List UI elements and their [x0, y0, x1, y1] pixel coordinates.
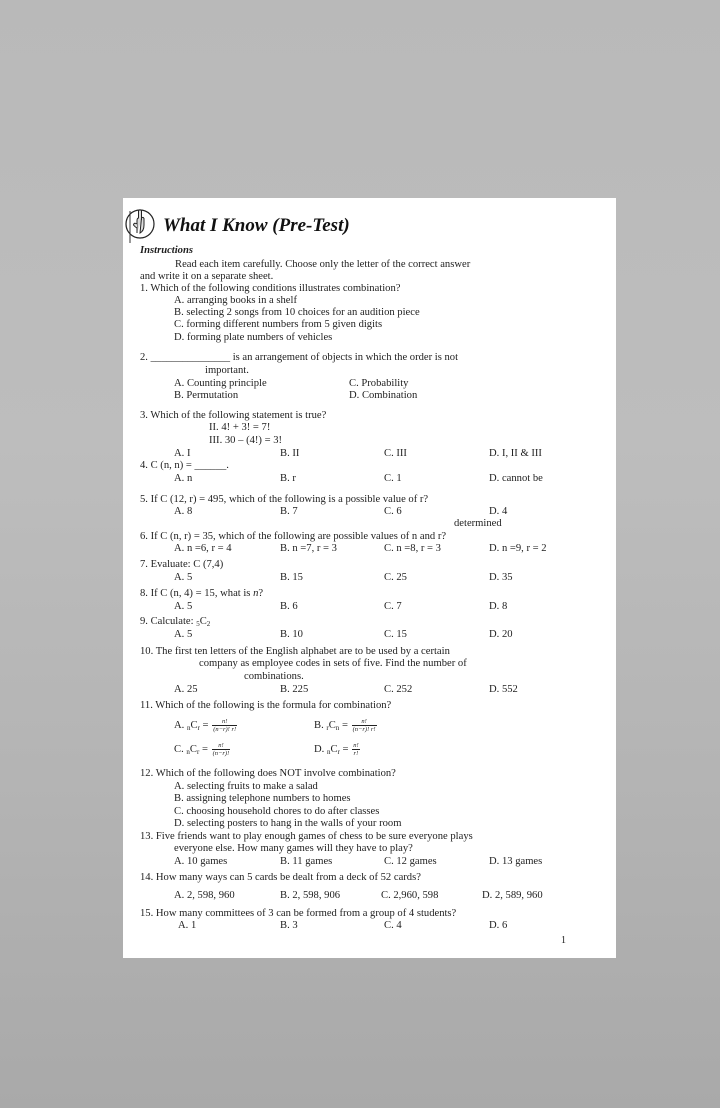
question-1-option-c: C. forming different numbers from 5 given digits	[174, 319, 383, 330]
question-1-option-b: B. selecting 2 songs from 10 choices for an audition piece	[174, 307, 420, 318]
question-13-stem: 13. Five friends want to play enough games of chess to be sure everyone plays	[140, 831, 473, 842]
instructions-heading: Instructions	[140, 245, 193, 256]
question-5-stem: 5. If C (12, r) = 495, which of the following is a possible value of r?	[140, 494, 429, 505]
question-8-stem-text: 8. If C (n, 4) = 15, what is	[140, 588, 254, 599]
question-3-option-b: B. II	[280, 448, 300, 459]
question-7-stem: 7. Evaluate: C (7,4)	[140, 559, 224, 570]
page-title: What I Know (Pre-Test)	[163, 215, 350, 236]
question-11-option-d-label: D.	[314, 743, 325, 755]
question-9-subscript-n: 5	[196, 620, 200, 628]
question-15-option-d: D. 6	[489, 920, 508, 931]
question-14-option-d: D. 2, 589, 960	[482, 890, 543, 901]
question-6-stem: 6. If C (n, r) = 35, which of the following are possible values of n and r?	[140, 531, 447, 542]
question-5-option-b: B. 7	[280, 506, 298, 517]
question-3-statement-3: III. 30 – (4!) = 3!	[209, 435, 283, 446]
question-8-option-a: A. 5	[174, 601, 193, 612]
question-7-option-d: D. 35	[489, 572, 513, 583]
formula-b-equals: =	[341, 719, 348, 731]
question-6-option-a: A. n =6, r = 4	[174, 543, 232, 554]
question-10-option-d: D. 552	[489, 684, 518, 695]
question-11-option-d	[314, 742, 361, 759]
instructions-line-1: Read each item carefully. Choose only the letter of the correct answer	[175, 259, 471, 270]
question-3-option-c: C. III	[384, 448, 407, 459]
question-9-c-symbol: C	[199, 616, 207, 627]
question-8-stem	[140, 588, 263, 601]
formula-d-fraction	[352, 742, 359, 757]
question-14-option-b: B. 2, 598, 906	[280, 890, 341, 901]
question-3-option-a: A. I	[174, 448, 191, 459]
question-8-variable: n	[253, 588, 259, 599]
question-9-stem-text: 9. Calculate:	[140, 616, 197, 627]
question-14-option-a: A. 2, 598, 960	[174, 890, 235, 901]
question-2-option-a: A. Counting principle	[174, 378, 267, 389]
question-6-option-b: B. n =7, r = 3	[280, 543, 337, 554]
question-3-statement-2: II. 4! + 3! = 7!	[209, 422, 271, 433]
formula-d-equals: =	[342, 743, 349, 755]
question-12-option-c: C. choosing household chores to do after classes	[174, 806, 380, 817]
question-4-option-d-cont: determined	[454, 518, 502, 529]
question-11-option-a	[174, 718, 238, 735]
question-9-subscript-r: 2	[206, 620, 211, 628]
question-11-option-a-label: A.	[174, 719, 185, 731]
question-12-option-d: D. selecting posters to hang in the walls of your room	[174, 818, 402, 829]
question-10-stem-line-3: combinations.	[244, 671, 304, 682]
question-13-option-a: A. 10 games	[174, 856, 228, 867]
formula-d-r-subscript: r	[337, 747, 340, 756]
formula-b-c: C	[328, 719, 336, 731]
question-4-option-c: C. 1	[384, 473, 402, 484]
question-2-option-c: C. Probability	[349, 378, 409, 389]
question-6-option-d: D. n =9, r = 2	[489, 543, 547, 554]
question-13-stem-cont: everyone else. How many games will they have to play?	[174, 843, 413, 854]
question-11-option-b	[314, 718, 378, 735]
question-8-option-d: D. 8	[489, 601, 508, 612]
question-3-option-d: D. I, II & III	[489, 448, 542, 459]
instructions-line-2: and write it on a separate sheet.	[140, 271, 274, 282]
question-15-option-b: B. 3	[280, 920, 298, 931]
question-3-stem: 3. Which of the following statement is true?	[140, 410, 327, 421]
formula-b-numerator: n!	[352, 718, 377, 726]
question-8-option-b: B. 6	[280, 601, 298, 612]
question-13-option-d: D. 13 games	[489, 856, 543, 867]
formula-b-fraction	[352, 718, 377, 733]
page-number: 1	[561, 935, 566, 946]
question-12-option-b: B. assigning telephone numbers to homes	[174, 793, 351, 804]
formula-d-numerator: n!	[353, 742, 359, 749]
question-10-stem: 10. The first ten letters of the English alphabet are to be used by a certain	[140, 646, 450, 657]
question-2-stem: 2. _______________ is an arrangement of objects in which the order is not	[140, 352, 459, 363]
question-8-stem-end: ?	[258, 588, 264, 599]
question-4-option-a: A. n	[174, 473, 193, 484]
formula-a-lead-subscript: n	[186, 723, 191, 732]
formula-a-fraction	[212, 718, 237, 733]
question-4-option-d: D. cannot be	[489, 473, 543, 484]
formula-c-r-subscript: r	[196, 747, 200, 756]
worksheet-page	[123, 198, 616, 958]
question-10-option-b: B. 225	[280, 684, 309, 695]
question-10-option-c: C. 252	[384, 684, 413, 695]
formula-c-numerator: n!	[212, 742, 231, 750]
question-7-option-c: C. 25	[384, 572, 407, 583]
question-1-option-d: D. forming plate numbers of vehicles	[174, 332, 333, 343]
question-4-option-b: B. r	[280, 473, 296, 484]
question-11-option-c-label: C.	[174, 743, 184, 755]
question-1-stem: 1. Which of the following conditions illustrates combination?	[140, 283, 401, 294]
formula-a-equals: =	[202, 719, 209, 731]
question-5-option-a: A. 8	[174, 506, 193, 517]
question-6-option-c: C. n =8, r = 3	[384, 543, 441, 554]
formula-c-lead-subscript: n	[186, 747, 190, 756]
question-10-option-a: A. 25	[174, 684, 198, 695]
question-7-option-b: B. 15	[280, 572, 303, 583]
question-12-stem: 12. Which of the following does NOT involve combination?	[140, 768, 396, 779]
question-5-option-d: D. 4	[489, 506, 508, 517]
question-13-option-b: B. 11 games	[280, 856, 333, 867]
formula-b-lead-subscript: r	[326, 723, 329, 732]
question-15-stem: 15. How many committees of 3 can be formed from a group of 4 students?	[140, 908, 457, 919]
formula-c-equals: =	[201, 743, 208, 755]
question-11-stem: 11. Which of the following is the formula for combination?	[140, 700, 392, 711]
formula-d-denominator: r!	[353, 750, 359, 757]
question-7-option-a: A. 5	[174, 572, 193, 583]
question-10-stem-line-2: company as employee codes in sets of five. Find the number of	[199, 658, 467, 669]
question-4-stem: 4. C (n, n) = ______.	[140, 460, 229, 471]
question-12-option-a: A. selecting fruits to make a salad	[174, 781, 318, 792]
formula-c-c: C	[189, 743, 197, 755]
question-1-option-a: A. arranging books in a shelf	[174, 295, 297, 306]
question-14-stem: 14. How many ways can 5 cards be dealt from a deck of 52 cards?	[140, 872, 421, 883]
question-5-option-c: C. 6	[384, 506, 402, 517]
question-2-option-b: B. Permutation	[174, 390, 239, 401]
formula-b-r-subscript: n	[335, 723, 340, 732]
question-13-option-c: C. 12 games	[384, 856, 437, 867]
formula-a-r-subscript: r	[197, 723, 200, 732]
formula-c-fraction	[212, 742, 231, 757]
question-9-option-c: C. 15	[384, 629, 407, 640]
question-2-option-d: D. Combination	[349, 390, 418, 401]
question-9-option-a: A. 5	[174, 629, 193, 640]
formula-a-numerator: n!	[212, 718, 237, 726]
formula-a-c: C	[190, 719, 198, 731]
question-14-option-c: C. 2,960, 598	[381, 890, 439, 901]
question-15-option-a: A. 1	[178, 920, 197, 931]
question-8-option-c: C. 7	[384, 601, 402, 612]
hand-raised-icon	[125, 203, 159, 243]
formula-d-c: C	[330, 743, 338, 755]
formula-c-denominator: (n−r)!	[212, 750, 230, 757]
question-9-option-b: B. 10	[280, 629, 303, 640]
question-11-option-b-label: B.	[314, 719, 324, 731]
question-9-option-d: D. 20	[489, 629, 513, 640]
formula-a-denominator: (n−r)! r!	[213, 726, 237, 733]
question-2-stem-cont: important.	[205, 365, 249, 376]
question-11-option-c	[174, 742, 231, 759]
formula-b-denominator: (n−r)! r!	[352, 726, 376, 733]
question-15-option-c: C. 4	[384, 920, 402, 931]
formula-d-lead-subscript: n	[326, 747, 331, 756]
